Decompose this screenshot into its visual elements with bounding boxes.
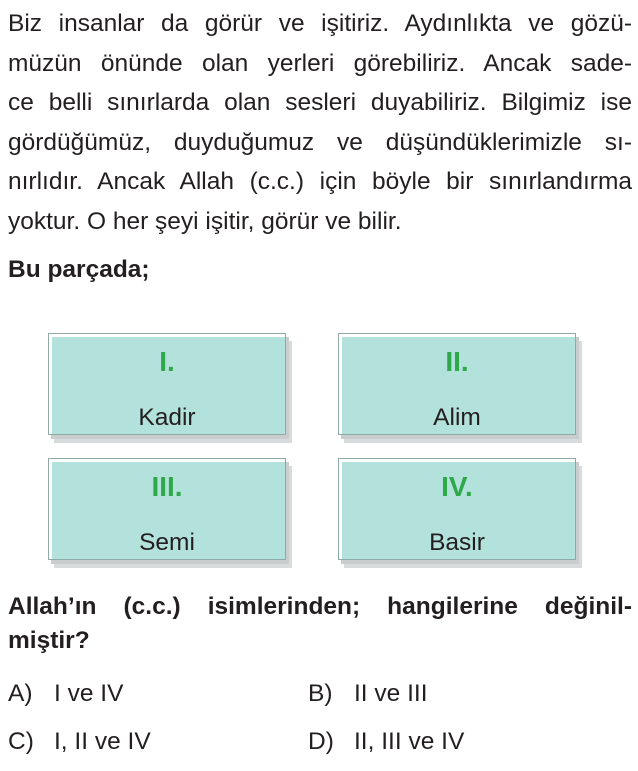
passage-line: müzün önünde olan yerleri görebiliriz. Ancak sade- bbox=[8, 49, 632, 77]
name-card-ii bbox=[338, 333, 576, 435]
option-c[interactable] bbox=[8, 727, 151, 757]
card-numeral: II. bbox=[445, 346, 469, 377]
option-b[interactable] bbox=[308, 679, 428, 709]
option-letter: B) bbox=[308, 680, 333, 707]
name-card-iv bbox=[338, 458, 576, 560]
option-d[interactable] bbox=[308, 727, 464, 757]
passage-line: ce belli sınırlarda olan sesleri duyabiliriz. Bilgimiz ise bbox=[8, 89, 632, 117]
name-card-iii bbox=[48, 458, 286, 560]
card-name: Alim bbox=[433, 404, 481, 431]
option-text: I, II ve IV bbox=[54, 728, 151, 755]
question-line: Allah’ın (c.c.) isimlerinden; hangilerine değinil- bbox=[8, 593, 632, 620]
option-a[interactable] bbox=[8, 679, 123, 709]
option-letter: D) bbox=[308, 728, 334, 755]
card-numeral: IV. bbox=[441, 471, 473, 502]
name-card-i bbox=[48, 333, 286, 435]
passage-line: gördüğümüz, duyduğumuz ve düşündüklerimizle sı- bbox=[8, 128, 632, 156]
option-text: II ve III bbox=[354, 680, 428, 707]
passage-line: nırlıdır. Ancak Allah (c.c.) için böyle bir sınırlandırma bbox=[8, 168, 632, 196]
card-name: Basir bbox=[429, 529, 485, 556]
option-letter: A) bbox=[8, 680, 33, 707]
passage-paragraph bbox=[8, 4, 632, 242]
question-text bbox=[8, 590, 632, 658]
card-numeral: I. bbox=[159, 346, 175, 377]
option-letter: C) bbox=[8, 728, 34, 755]
passage-line: Biz insanlar da görür ve işitiriz. Aydınlıkta ve gözü- bbox=[8, 10, 632, 37]
question-line: miştir? bbox=[8, 627, 90, 654]
option-text: I ve IV bbox=[54, 680, 124, 707]
card-numeral: III. bbox=[151, 471, 183, 502]
lead-text: Bu parçada; bbox=[8, 256, 150, 283]
option-text: II, III ve IV bbox=[354, 728, 465, 755]
passage-line: yoktur. O her şeyi işitir, görür ve bilir. bbox=[8, 207, 402, 235]
card-name: Kadir bbox=[138, 404, 196, 431]
card-name: Semi bbox=[139, 529, 195, 556]
